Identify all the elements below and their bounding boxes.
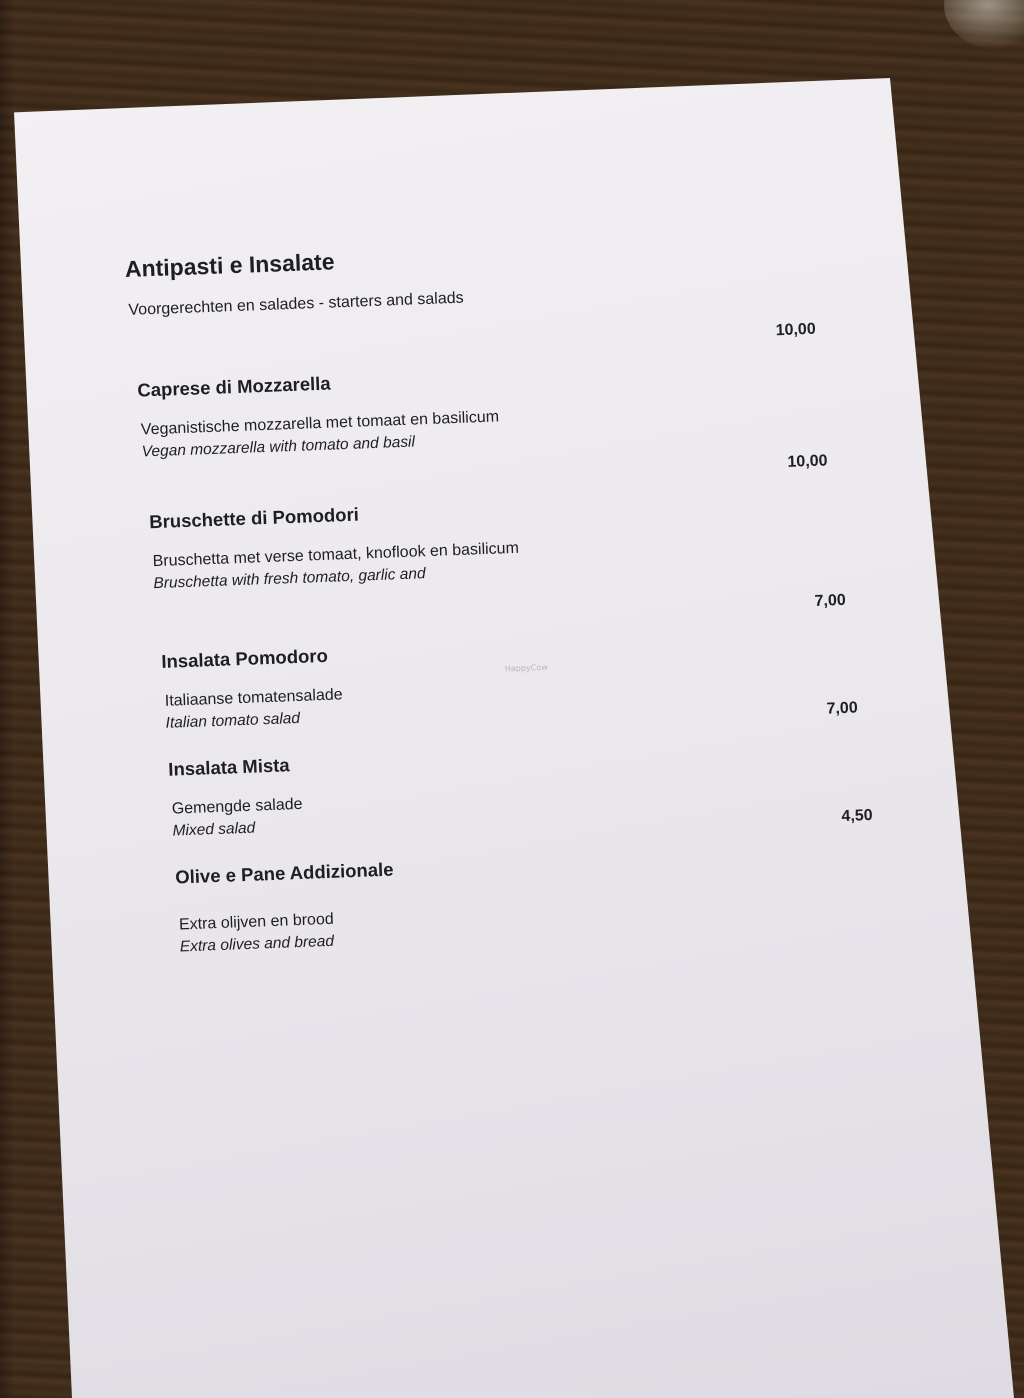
dish-price: 7,00 [814, 591, 847, 610]
dish-description-english: Vegan mozzarella with tomato and basil [141, 433, 416, 461]
dish-name: Olive e Pane Addizionale [174, 858, 394, 888]
watermark-logo: HappyCow [504, 662, 548, 674]
dish-description-english: Italian tomato salad [165, 709, 301, 732]
dish-description-dutch: Veganistische mozzarella met tomaat en basilicum [140, 408, 500, 439]
dish-description-dutch: Italiaanse tomatensalade [164, 686, 343, 710]
dish-price: 4,50 [841, 806, 873, 826]
dish-price: 7,00 [826, 699, 858, 718]
dish-description-dutch: Bruschetta met verse tomaat, knoflook en basilicum [152, 539, 520, 571]
dish-name: Bruschette di Pomodori [148, 503, 360, 533]
dish-description-dutch: Extra olijven en brood [178, 910, 335, 934]
dish-name: Caprese di Mozzarella [137, 372, 331, 401]
menu-subtitle: Voorgerechten en salades - starters and salads [128, 289, 464, 319]
dish-description-english: Bruschetta with fresh tomato, garlic and [153, 565, 426, 593]
dish-description-english: Mixed salad [172, 819, 256, 840]
menu-item [136, 320, 836, 461]
menu-title: Antipasti e Insalate [124, 248, 335, 282]
dish-name: Insalata Pomodoro [160, 644, 329, 672]
dish-description-dutch: Gemengde salade [171, 795, 303, 818]
dish-price: 10,00 [775, 320, 816, 340]
dish-price: 10,00 [787, 452, 828, 471]
dish-description-english: Extra olives and bread [179, 932, 335, 956]
dish-name: Insalata Mista [167, 754, 290, 780]
